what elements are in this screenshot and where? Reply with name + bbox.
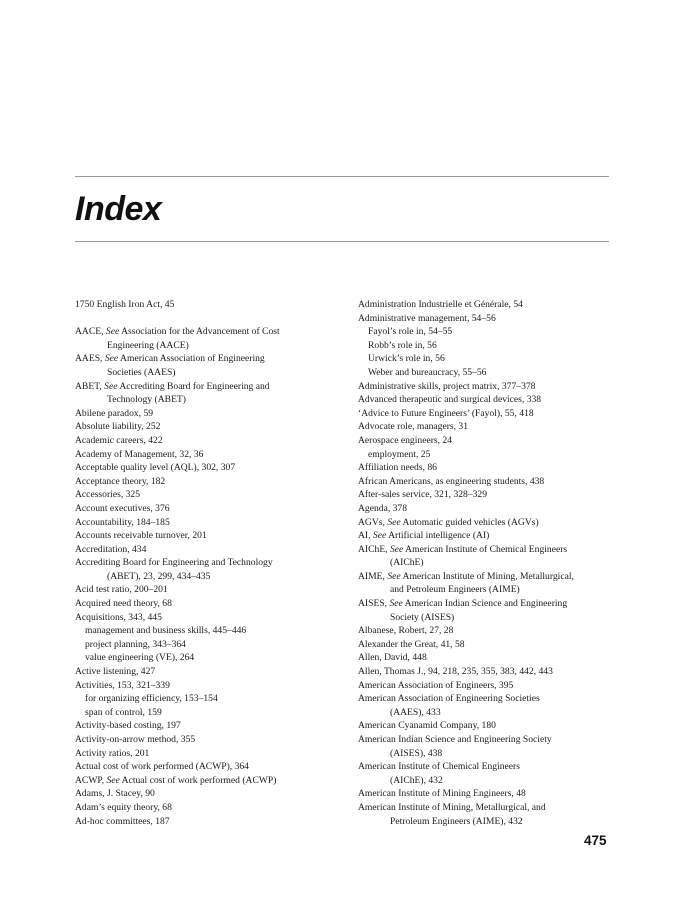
entry-text: Society (AISES) [390, 611, 455, 623]
entry-text: project planning, 343–364 [85, 638, 186, 650]
index-entry [358, 719, 614, 733]
entry-text: Adam’s equity theory, 68 [75, 801, 172, 813]
index-entry [358, 597, 614, 611]
index-entry [358, 543, 614, 557]
index-entry [75, 516, 345, 530]
entry-text: AIME, [358, 570, 388, 582]
entry-text: Aerospace engineers, 24 [358, 434, 453, 446]
index-entry [358, 298, 614, 312]
see-reference: See [106, 774, 120, 786]
entry-text: Activities, 153, 321–339 [75, 679, 170, 691]
entry-text: Acquisitions, 343, 445 [75, 611, 162, 623]
index-subentry [75, 638, 345, 652]
entry-text: Adams, J. Stacey, 90 [75, 788, 155, 800]
entry-text: Robb’s role in, 56 [368, 339, 437, 351]
see-target-text: American Indian Science and Engineering [402, 598, 568, 610]
entry-text: African Americans, as engineering students, 438 [358, 475, 545, 487]
entry-text: Accrediting Board for Engineering and Technology [75, 557, 273, 569]
entry-text: span of control, 159 [85, 706, 162, 718]
index-subentry [358, 339, 614, 353]
entry-text: Account executives, 376 [75, 502, 170, 514]
entry-text: Activity-on-arrow method, 355 [75, 734, 196, 745]
index-entry [75, 556, 345, 570]
entry-text: Societies (AAES) [107, 366, 176, 378]
see-reference: See [387, 516, 401, 528]
see-reference: See [389, 598, 403, 610]
entry-text: Absolute liability, 252 [75, 421, 161, 433]
entry-text: Technology (ABET) [107, 394, 186, 406]
entry-text: AACE, [75, 326, 106, 338]
page-number: 475 [584, 833, 607, 848]
entry-text: Administrative skills, project matrix, 377–378 [358, 380, 536, 392]
index-entry [358, 692, 614, 706]
entry-text: Acceptable quality level (AQL), 302, 307 [75, 462, 236, 474]
entry-text: American Institute of Mining Engineers, 48 [358, 788, 526, 800]
entry-text: Allen, Thomas J., 94, 218, 235, 355, 383, 442, 443 [358, 666, 553, 678]
index-entry-continuation [358, 747, 614, 761]
index-entry [358, 420, 614, 434]
see-target-text: American Institute of Mining, Metallurgical, [400, 570, 574, 582]
entry-text: Fayol’s role in, 54–55 [368, 326, 453, 338]
index-entry [358, 624, 614, 638]
index-entry-continuation [75, 393, 345, 407]
entry-text: Alexander the Great, 41, 58 [358, 638, 465, 650]
index-entry [75, 597, 345, 611]
index-entry-continuation [358, 706, 614, 720]
index-entry [358, 502, 614, 516]
see-target-text: Actual cost of work performed (ACWP) [119, 774, 277, 786]
index-entry [75, 665, 345, 679]
entry-text: AIChE, [358, 543, 390, 555]
see-target-text: American Association of Engineering [118, 353, 265, 365]
entry-text: employment, 25 [368, 448, 431, 460]
entry-text: American Institute of Chemical Engineers [358, 761, 520, 773]
index-entry [358, 638, 614, 652]
index-entry-continuation [358, 583, 614, 597]
entry-text: Advocate role, managers, 31 [358, 421, 469, 433]
index-entry [75, 815, 345, 829]
entry-text: Acid test ratio, 200–201 [75, 584, 168, 596]
index-entry [358, 461, 614, 475]
index-subentry [358, 448, 614, 462]
see-reference: See [389, 543, 404, 555]
entry-text: 1750 English Iron Act, 45 [75, 299, 175, 310]
index-entry [358, 475, 614, 489]
index-subentry [358, 325, 614, 339]
index-entry [358, 570, 614, 584]
index-entry [358, 733, 614, 747]
see-target-text: American Institute of Chemical Engineers [403, 543, 568, 555]
see-reference: See [105, 326, 120, 338]
index-entry [75, 461, 345, 475]
index-entry [358, 393, 614, 407]
entry-text: Actual cost of work performed (ACWP), 364 [75, 761, 249, 773]
entry-text: Administration Industrielle et Générale, 54 [358, 299, 523, 310]
index-entry [75, 434, 345, 448]
index-entry [358, 801, 614, 815]
entry-text: (AISES), 438 [390, 747, 443, 759]
index-entry [358, 529, 614, 543]
entry-text: (AAES), 433 [390, 706, 441, 718]
index-subentry [75, 624, 345, 638]
title-underline-rule [75, 241, 609, 242]
index-entry-continuation [358, 815, 614, 829]
see-target-text: Automatic guided vehicles (AGVs) [400, 516, 539, 528]
index-entry [75, 298, 345, 312]
see-reference: See [104, 353, 119, 365]
index-entry [75, 719, 345, 733]
index-entry [75, 679, 345, 693]
entry-text: Accountability, 184–185 [75, 516, 170, 528]
index-entry [75, 543, 345, 557]
index-entry-continuation [358, 611, 614, 625]
index-entry [358, 665, 614, 679]
entry-text: AISES, [358, 598, 390, 610]
index-entry [358, 488, 614, 502]
see-target-text: Artificial intelligence (AI) [386, 530, 490, 542]
index-entry [75, 774, 345, 788]
index-entry [75, 488, 345, 502]
entry-text: Allen, David, 448 [358, 652, 427, 664]
see-reference: See [372, 530, 387, 542]
index-subentry [75, 651, 345, 665]
entry-text: Activity ratios, 201 [75, 747, 150, 759]
entry-text: Urwick’s role in, 56 [368, 353, 445, 365]
index-entry [75, 747, 345, 761]
index-entry-continuation [75, 570, 345, 584]
entry-text: Affiliation needs, 86 [358, 462, 437, 474]
entry-text: American Institute of Mining, Metallurgical, and [358, 801, 546, 813]
index-entry [358, 434, 614, 448]
entry-text: After-sales service, 321, 328–329 [358, 489, 488, 501]
index-entry [358, 760, 614, 774]
index-subentry [75, 706, 345, 720]
index-column-right [358, 298, 614, 828]
index-entry [358, 516, 614, 530]
entry-text: AGVs, [358, 516, 388, 528]
index-entry [75, 787, 345, 801]
index-entry [358, 679, 614, 693]
see-reference: See [104, 380, 118, 392]
index-entry [75, 583, 345, 597]
index-entry [75, 407, 345, 421]
entry-text: Weber and bureaucracy, 55–56 [368, 366, 487, 378]
entry-text: management and business skills, 445–446 [85, 625, 247, 637]
entry-text: ‘Advice to Future Engineers’ (Fayol), 55, 418 [358, 407, 534, 419]
index-column-left [75, 298, 345, 828]
entry-text: AI, [358, 530, 373, 542]
index-entry [75, 760, 345, 774]
index-entry [75, 502, 345, 516]
index-entry-continuation [358, 774, 614, 788]
index-entry [358, 787, 614, 801]
index-entry [75, 475, 345, 489]
entry-text: (AIChE), 432 [390, 774, 443, 786]
entry-text: Academic careers, 422 [75, 434, 163, 446]
index-entry [75, 380, 345, 394]
page-title: Index [75, 190, 162, 228]
entry-text: American Association of Engineers, 395 [358, 679, 514, 691]
entry-text: Acceptance theory, 182 [75, 475, 166, 487]
index-entry [358, 407, 614, 421]
entry-text: Engineering (AACE) [107, 339, 189, 351]
entry-text: American Association of Engineering Societies [358, 693, 540, 705]
entry-text: Accounts receivable turnover, 201 [75, 530, 207, 542]
index-entry [75, 529, 345, 543]
entry-text: Agenda, 378 [358, 502, 408, 514]
index-subentry [75, 692, 345, 706]
entry-text: ABET, [75, 380, 105, 392]
index-subentry [358, 352, 614, 366]
entry-text: for organizing efficiency, 153–154 [85, 693, 218, 705]
index-entry [358, 651, 614, 665]
entry-text: Academy of Management, 32, 36 [75, 448, 204, 460]
index-entry [358, 312, 614, 326]
entry-text: Abilene paradox, 59 [75, 407, 154, 419]
index-entry [75, 448, 345, 462]
index-entry [75, 801, 345, 815]
index-subentry [358, 366, 614, 380]
entry-text: Albanese, Robert, 27, 28 [358, 625, 454, 637]
entry-text: (ABET), 23, 299, 434–435 [107, 570, 211, 582]
index-entry [75, 611, 345, 625]
entry-text: (AIChE) [390, 557, 424, 569]
entry-text: ACWP, [75, 774, 107, 786]
index-entry-continuation [75, 366, 345, 380]
see-reference: See [387, 570, 401, 582]
index-entry-continuation [75, 339, 345, 353]
entry-text: Accreditation, 434 [75, 543, 147, 555]
index-entry [75, 352, 345, 366]
entry-text: American Cyanamid Company, 180 [358, 720, 496, 732]
index-entry [75, 733, 345, 747]
entry-text: Petroleum Engineers (AIME), 432 [390, 815, 523, 827]
entry-text: and Petroleum Engineers (AIME) [390, 584, 520, 596]
entry-text: Ad-hoc committees, 187 [75, 815, 170, 827]
index-entry [75, 420, 345, 434]
index-entry [75, 325, 345, 339]
entry-text: Active listening, 427 [75, 666, 156, 678]
top-rule [75, 176, 609, 177]
see-target-text: Association for the Advancement of Cost [119, 326, 280, 338]
entry-text: AAES, [75, 353, 105, 365]
entry-text: Advanced therapeutic and surgical devices, 338 [358, 394, 542, 406]
entry-text: Activity-based costing, 197 [75, 720, 181, 732]
entry-text: Administrative management, 54–56 [358, 312, 496, 324]
index-entry-continuation [358, 556, 614, 570]
entry-text: American Indian Science and Engineering Society [358, 734, 552, 745]
index-entry [358, 380, 614, 394]
see-target-text: Accrediting Board for Engineering and [117, 380, 270, 392]
entry-text: Accessories, 325 [75, 489, 141, 501]
entry-text: value engineering (VE), 264 [85, 652, 195, 664]
entry-text: Acquired need theory, 68 [75, 598, 172, 610]
